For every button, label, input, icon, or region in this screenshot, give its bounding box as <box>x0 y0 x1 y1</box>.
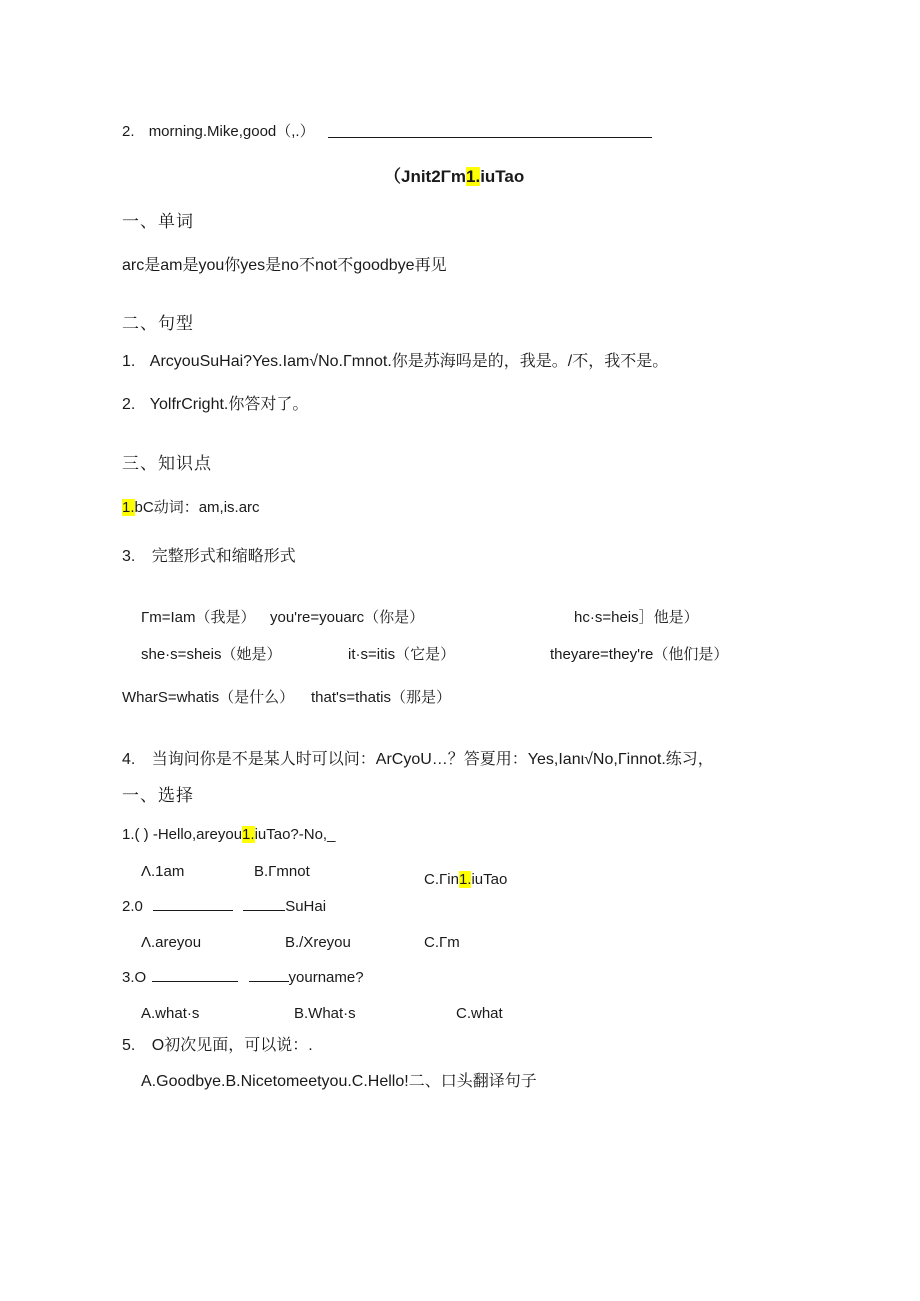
question-1-highlight: 1. <box>242 826 255 843</box>
section-knowledge-heading: 三、知识点 <box>122 454 212 473</box>
question-3 <box>122 967 364 988</box>
question-1-option-c[interactable] <box>424 870 507 890</box>
question-5-options[interactable]: A.Goodbye.B.Nicetomeetyou.C.Hello!二、口头翻译句子 <box>141 1073 537 1090</box>
vocabulary-words: arc是am是you你yes是no不not不goodbye再见 <box>122 257 447 274</box>
sentence-2 <box>122 395 308 415</box>
unit-title-highlight: 1. <box>466 167 481 186</box>
section-vocabulary-heading: 一、单词 <box>122 212 194 231</box>
question-3-blank-2[interactable] <box>249 967 289 982</box>
contraction-its: it·s=itis（它是） <box>348 646 456 663</box>
contraction-youre: you're=youarc（你是） <box>270 609 425 626</box>
question-2-blank-2[interactable] <box>243 896 285 911</box>
sentence-1-number: 1. <box>122 353 136 370</box>
question-2-option-b[interactable]: B./Xreyou <box>285 934 351 951</box>
top-item-number: 2. <box>122 123 135 140</box>
question-5-number: 5. <box>122 1037 136 1054</box>
contraction-theyre: theyare=they're（他们是） <box>550 646 729 663</box>
contraction-hes: hc·s=heis］他是） <box>574 609 699 626</box>
question-1-post: iuTao?-No,_ <box>254 826 336 843</box>
question-3-option-a[interactable]: A.what·s <box>141 1005 200 1022</box>
exercise-heading: 一、选择 <box>122 786 194 805</box>
knowledge-point-4-text: 当询问你是不是某人时可以问：ArCyoU…？答夏用：Yes,Ianι√No,Γinnot.练习， <box>151 751 714 768</box>
question-3-option-b[interactable]: B.What·s <box>294 1005 356 1022</box>
unit-title-pre: （Jnit2Γm <box>384 167 467 186</box>
knowledge-point-4-number: 4. <box>122 751 136 768</box>
question-1-pre: 1.( ) -Hello,areyou <box>122 826 243 843</box>
contraction-whats: WharS=whatis（是什么） <box>122 689 295 706</box>
top-item <box>122 122 315 142</box>
knowledge-point-3-number: 3. <box>122 548 136 565</box>
sentence-2-number: 2. <box>122 396 136 413</box>
knowledge-point-4 <box>122 750 714 770</box>
top-item-text: morning.Mike,good（,.） <box>148 123 315 140</box>
knowledge-point-1 <box>122 498 260 518</box>
question-2-blank-1[interactable] <box>153 896 233 911</box>
contraction-im: Γm=Iam（我是） <box>141 609 256 626</box>
unit-title <box>384 167 524 187</box>
question-2 <box>122 896 326 917</box>
sentence-2-text: YolfrCright.你答对了。 <box>149 396 309 413</box>
question-3-pre: 3.O <box>122 969 147 986</box>
question-5 <box>122 1036 313 1056</box>
knowledge-point-1-text: bC动词：am,is.arc <box>134 499 260 516</box>
knowledge-point-3 <box>122 547 296 567</box>
sentence-1 <box>122 352 668 372</box>
question-2-pre: 2.0 <box>122 898 143 915</box>
question-1 <box>122 825 335 845</box>
question-1-option-b[interactable]: B.Γmnot <box>254 863 310 880</box>
question-3-post: yourname? <box>288 969 364 986</box>
section-sentences-heading: 二、句型 <box>122 314 194 333</box>
question-2-post: SuHai <box>285 898 327 915</box>
contraction-shes: she·s=sheis（她是） <box>141 646 282 663</box>
question-3-option-c[interactable]: C.what <box>456 1005 503 1022</box>
sentence-1-text: ArcyouSuHai?Yes.Iam√No.Γmnot.你是苏海吗是的，我是。/不，我不是。 <box>149 353 669 370</box>
knowledge-point-1-highlight: 1. <box>122 499 135 516</box>
question-1-option-a[interactable]: Λ.1am <box>141 863 185 880</box>
knowledge-point-3-text: 完整形式和缩略形式 <box>151 548 296 565</box>
question-1-option-c-post: iuTao <box>471 871 508 888</box>
unit-title-post: iuTao <box>480 167 525 186</box>
question-2-option-a[interactable]: Λ.areyou <box>141 934 202 951</box>
question-2-option-c[interactable]: C.Γm <box>424 934 460 951</box>
question-1-option-c-highlight: 1. <box>458 871 472 888</box>
contraction-thats: that's=thatis（那是） <box>311 689 451 706</box>
question-1-option-c-pre: C.Γin <box>424 871 459 888</box>
answer-blank-line[interactable] <box>328 137 652 138</box>
question-5-text: O初次见面，可以说：. <box>151 1037 313 1054</box>
question-3-blank-1[interactable] <box>152 967 238 982</box>
